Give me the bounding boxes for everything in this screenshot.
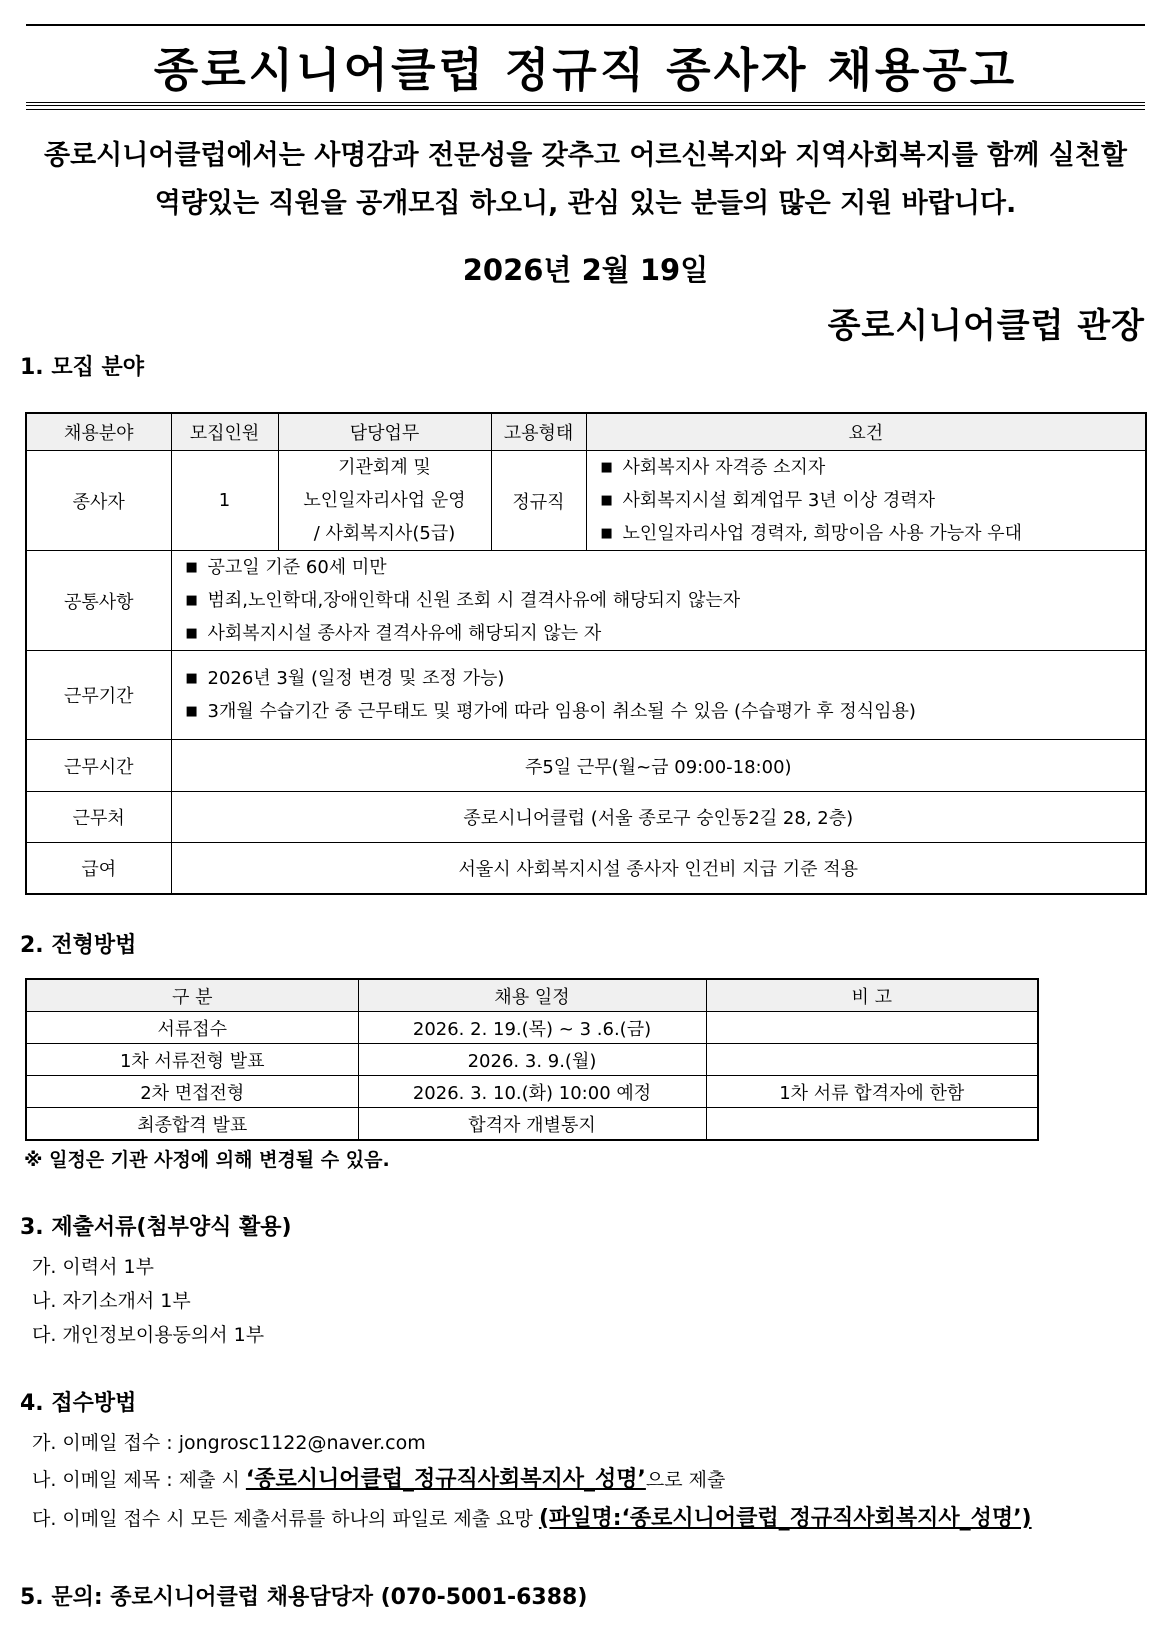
section-5-contact: 5. 문의: 종로시니어클럽 채용담당자 (070-5001-6388) (20, 1585, 588, 1610)
salary-cell: 서울시 사회복지시설 종사자 인건비 지급 기준 적용 (171, 843, 1146, 894)
document-item: 나. 자기소개서 1부 (32, 1290, 191, 1312)
header-cell: 구 분 (26, 979, 358, 1012)
remark-cell (706, 1108, 1038, 1141)
stage-cell: 2차 면접전형 (26, 1076, 358, 1108)
table-row (26, 740, 1146, 792)
table-row (26, 1076, 1038, 1108)
requirement-item: ■ 노인일자리사업 경력자, 희망이음 사용 가능자 우대 (601, 517, 1146, 550)
header-cell: 고용형태 (491, 413, 586, 451)
issuer-signature: 종로시니어클럽 관장 (827, 306, 1145, 346)
duty-cell (278, 451, 491, 551)
period-cell (171, 651, 1146, 740)
row-label: 근무시간 (26, 740, 171, 792)
header-cell: 비 고 (706, 979, 1038, 1012)
remark-cell: 1차 서류 합격자에 한함 (706, 1076, 1038, 1108)
subject-format: ‘종로시니어클럽_정규직사회복지사_성명’ (245, 1467, 646, 1492)
date-cell: 2026. 2. 19.(목) ~ 3 .6.(금) (358, 1012, 706, 1044)
page-title: 종로시니어클럽 정규직 종사자 채용공고 (153, 43, 1018, 97)
file-line (32, 1501, 1032, 1532)
table-row (26, 551, 1146, 651)
duty-line: / 사회복지사(5급) (313, 523, 456, 544)
date-cell: 합격자 개별통지 (358, 1108, 706, 1141)
common-item: ■ 공고일 기준 60세 미만 (186, 551, 1146, 584)
header-cell: 요건 (586, 413, 1146, 451)
section-4-title: 4. 접수방법 (20, 1391, 137, 1416)
date-cell: 2026. 3. 10.(화) 10:00 예정 (358, 1076, 706, 1108)
table-row (26, 792, 1146, 843)
schedule-note: ※ 일정은 기관 사정에 의해 변경될 수 있음. (24, 1149, 390, 1171)
section-1-title: 1. 모집 분야 (20, 355, 144, 380)
title-box (26, 24, 1145, 106)
place-cell: 종로시니어클럽 (서울 종로구 숭인동2길 28, 2층) (171, 792, 1146, 843)
subject-prefix: 나. 이메일 제목 : 제출 시 (32, 1469, 246, 1491)
row-label: 급여 (26, 843, 171, 894)
period-item: ■ 2026년 3월 (일정 변경 및 조정 가능) (186, 662, 1146, 695)
recruit-table (25, 412, 1147, 895)
section-2-title: 2. 전형방법 (20, 933, 137, 958)
count-cell: 1 (171, 451, 278, 551)
stage-cell: 최종합격 발표 (26, 1108, 358, 1141)
schedule-header-row (26, 979, 1038, 1012)
type-cell: 정규직 (491, 451, 586, 551)
table-row (26, 1108, 1038, 1141)
intro-paragraph (26, 132, 1145, 228)
email-line: 가. 이메일 접수 : jongrosc1122@naver.com (32, 1432, 426, 1454)
duty-line: 노인일자리사업 운영 (303, 490, 466, 511)
row-label: 근무처 (26, 792, 171, 843)
table-row (26, 1044, 1038, 1076)
period-item: ■ 3개월 수습기간 중 근무태도 및 평가에 따라 임용이 취소될 수 있음 (수습평가 후 정식임용) (186, 695, 1146, 728)
stage-cell: 서류접수 (26, 1012, 358, 1044)
header-cell: 담당업무 (278, 413, 491, 451)
subject-suffix: 으로 제출 (645, 1469, 726, 1491)
common-cell (171, 551, 1146, 651)
common-item: ■ 사회복지시설 종사자 결격사유에 해당되지 않는 자 (186, 617, 1146, 650)
intro-line-2: 역량있는 직원을 공개모집 하오니, 관심 있는 분들의 많은 지원 바랍니다. (154, 188, 1017, 219)
requirement-item: ■ 사회복지사 자격증 소지자 (601, 451, 1146, 484)
table-row (26, 651, 1146, 740)
date-cell: 2026. 3. 9.(월) (358, 1044, 706, 1076)
subject-line (32, 1462, 725, 1493)
field-cell: 종사자 (26, 451, 171, 551)
hours-cell: 주5일 근무(월~금 09:00-18:00) (171, 740, 1146, 792)
recruit-header-row (26, 413, 1146, 451)
requirement-item: ■ 사회복지시설 회계업무 3년 이상 경력자 (601, 484, 1146, 517)
file-prefix: 다. 이메일 접수 시 모든 제출서류를 하나의 파일로 제출 요망 (32, 1508, 539, 1530)
header-cell: 채용분야 (26, 413, 171, 451)
requirements-cell (586, 451, 1146, 551)
header-cell: 채용 일정 (358, 979, 706, 1012)
document-item: 다. 개인정보이용동의서 1부 (32, 1324, 265, 1346)
document-item: 가. 이력서 1부 (32, 1256, 154, 1278)
row-label: 근무기간 (26, 651, 171, 740)
file-format: (파일명:‘종로시니어클럽_정규직사회복지사_성명’) (538, 1506, 1032, 1531)
section-3-title: 3. 제출서류(첨부양식 활용) (20, 1215, 292, 1240)
header-cell: 모집인원 (171, 413, 278, 451)
remark-cell (706, 1044, 1038, 1076)
schedule-table (25, 978, 1039, 1141)
common-item: ■ 범죄,노인학대,장애인학대 신원 조회 시 결격사유에 해당되지 않는자 (186, 584, 1146, 617)
table-row (26, 843, 1146, 894)
table-row (26, 451, 1146, 551)
stage-cell: 1차 서류전형 발표 (26, 1044, 358, 1076)
duty-line: 기관회계 및 (338, 457, 431, 478)
table-row (26, 1012, 1038, 1044)
notice-date: 2026년 2월 19일 (462, 253, 709, 287)
intro-line-1: 종로시니어클럽에서는 사명감과 전문성을 갖추고 어르신복지와 지역사회복지를 함께 실천할 (44, 140, 1127, 171)
row-label: 공통사항 (26, 551, 171, 651)
remark-cell (706, 1012, 1038, 1044)
